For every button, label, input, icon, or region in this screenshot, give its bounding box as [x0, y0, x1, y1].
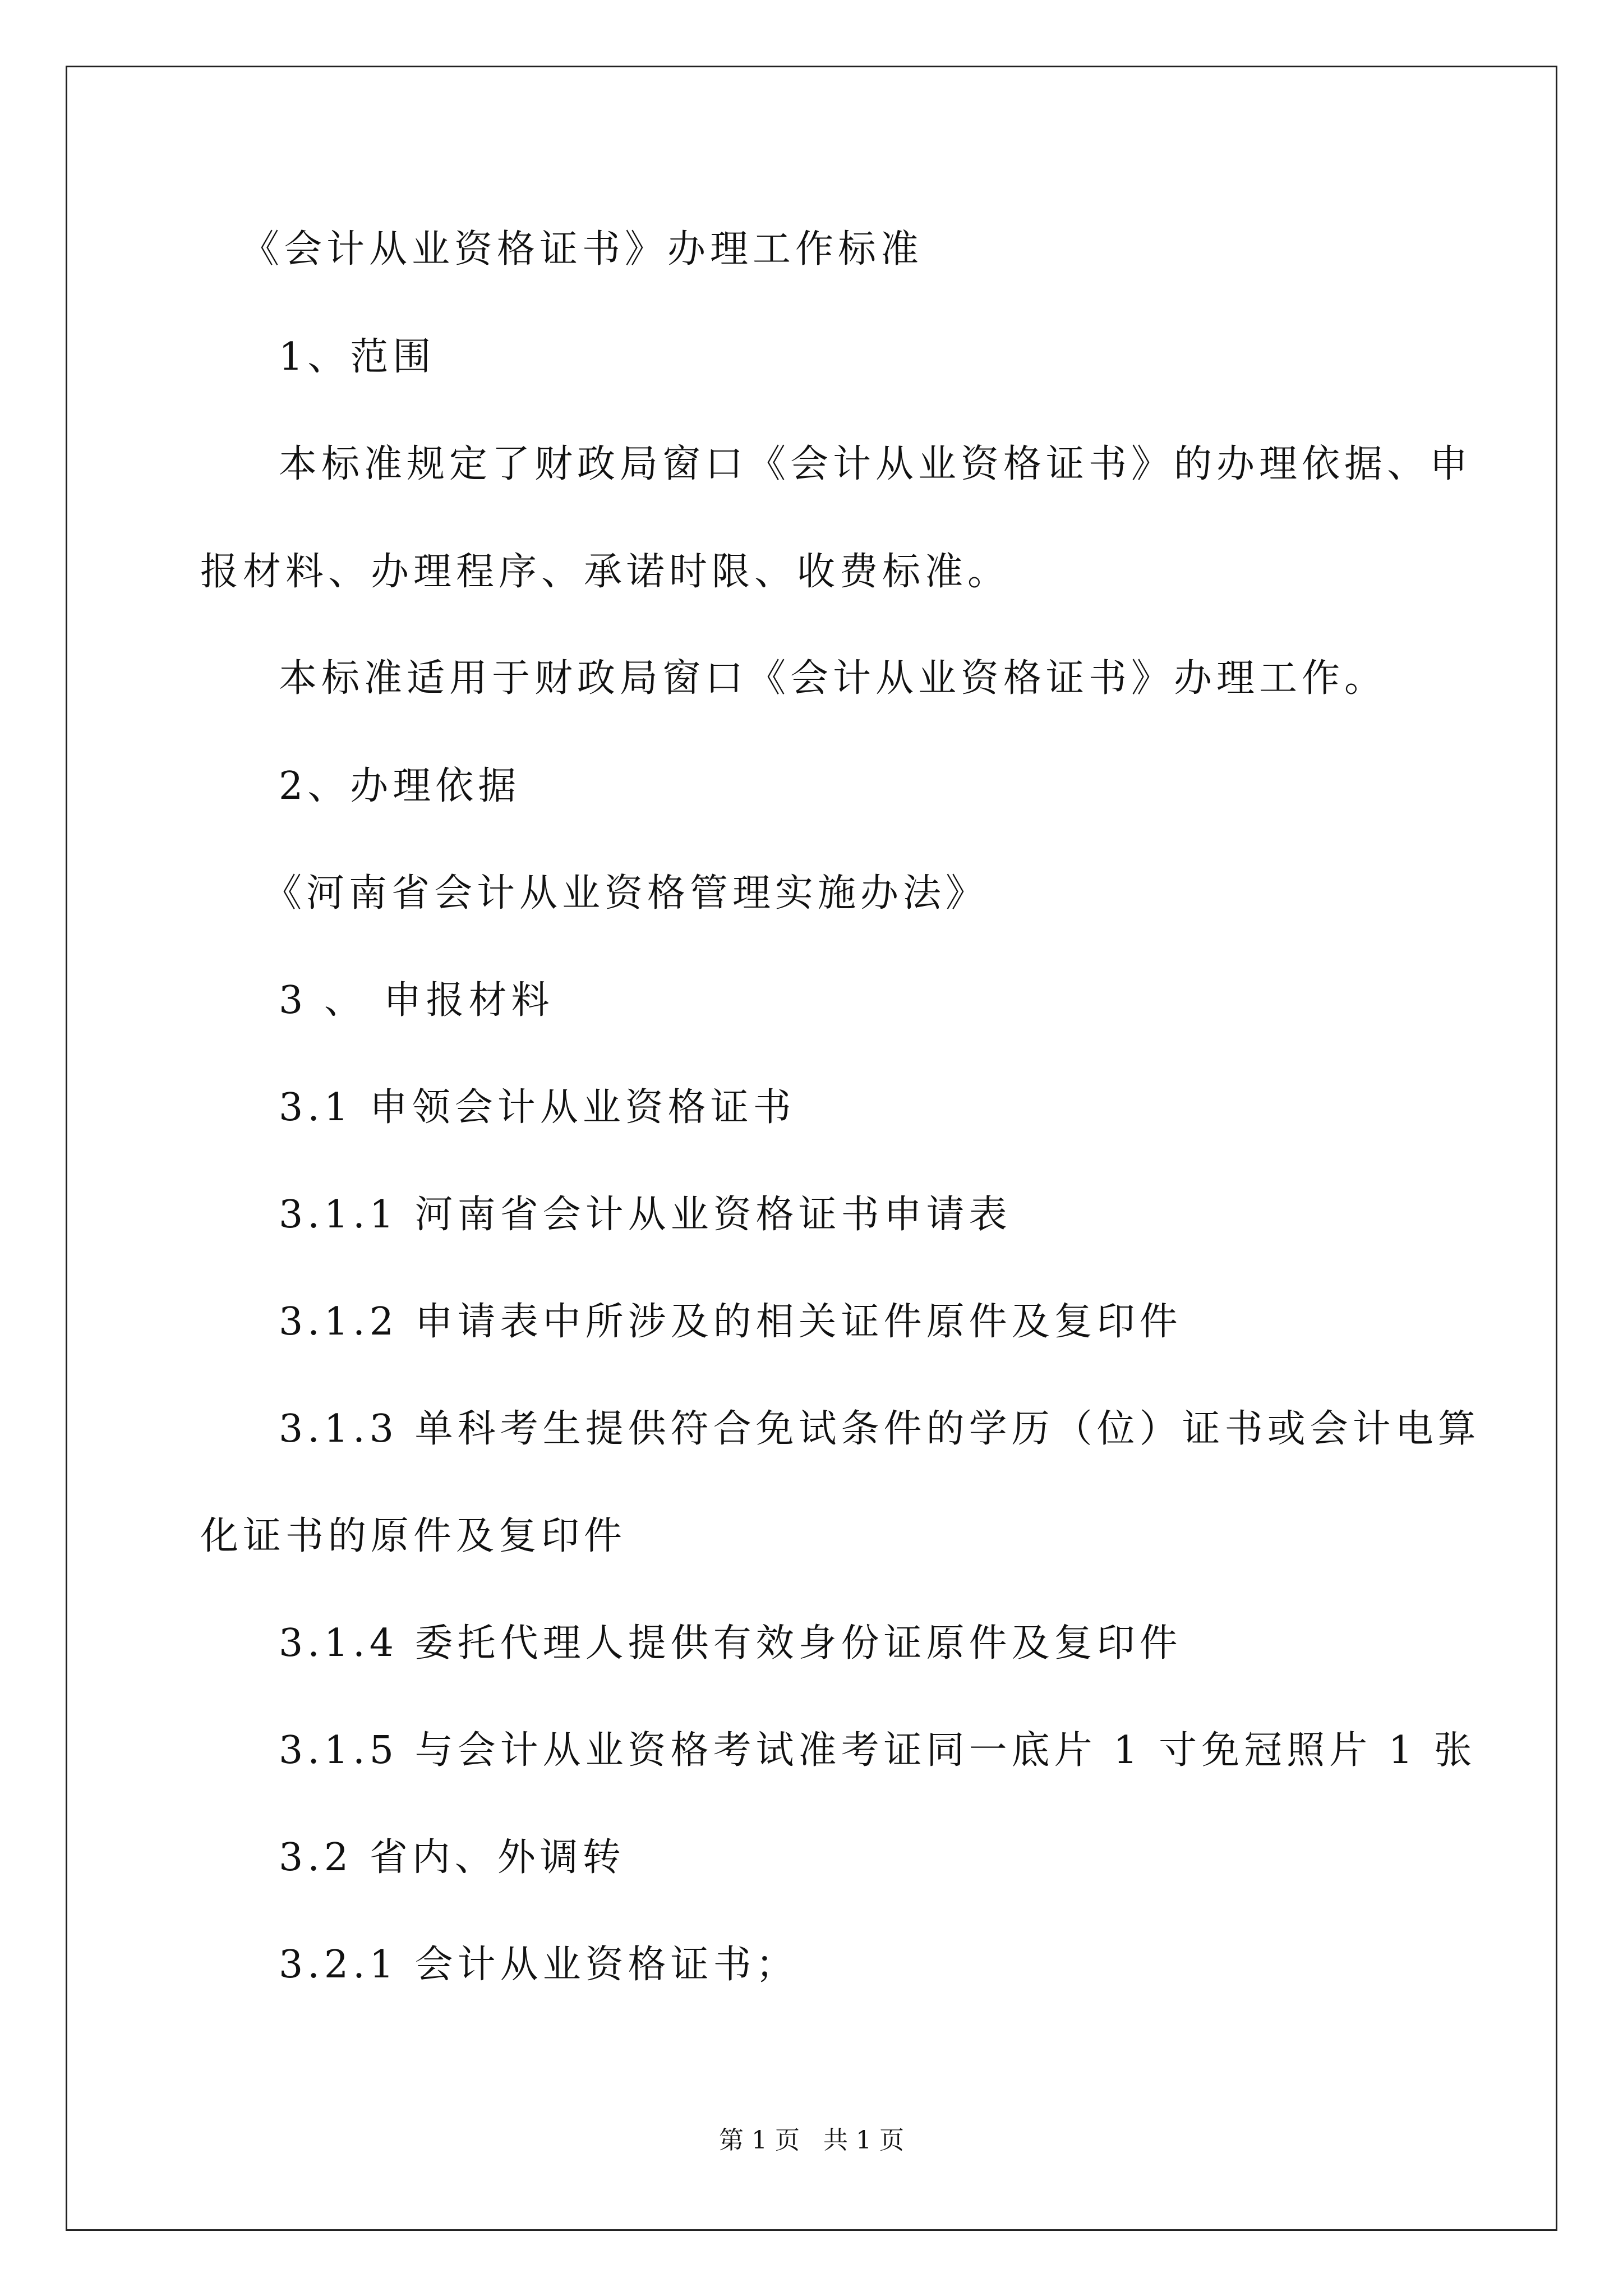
paragraph-line: 本标准规定了财政局窗口《会计从业资格证书》的办理依据、申: [279, 442, 1473, 486]
paragraph-line: 3 、 申报材料: [279, 978, 554, 1023]
paragraph-line: 3.1.1 河南省会计从业资格证书申请表: [279, 1193, 1012, 1237]
paragraph-line: 2、办理依据: [279, 764, 521, 808]
paragraph-line: 3.1 申领会计从业资格证书: [279, 1085, 796, 1130]
paragraph-line: 3.1.4 委托代理人提供有效身份证原件及复印件: [279, 1621, 1182, 1665]
paragraph-line: 报材料、办理程序、承诺时限、收费标准。: [200, 550, 1011, 594]
paragraph-line: 本标准适用于财政局窗口《会计从业资格证书》办理工作。: [279, 656, 1387, 701]
paragraph-line: 3.2 省内、外调转: [279, 1835, 625, 1880]
page-border: [66, 66, 1557, 2231]
paragraph-line: 3.2.1 会计从业资格证书；: [279, 1943, 799, 1987]
document-title: 《会计从业资格证书》办理工作标准: [241, 227, 924, 272]
paragraph-line: 1、范围: [279, 335, 436, 379]
page-footer: 第 1 页 共 1 页: [719, 2126, 904, 2155]
paragraph-line: 3.1.5 与会计从业资格考试准考证同一底片 1 寸免冠照片 1 张: [279, 1728, 1477, 1773]
paragraph-line: 3.1.2 申请表中所涉及的相关证件原件及复印件: [279, 1300, 1182, 1344]
paragraph-line: 3.1.3 单科考生提供符合免试条件的学历（位）证书或会计电算: [279, 1407, 1481, 1451]
paragraph-line: 化证书的原件及复印件: [200, 1514, 627, 1558]
paragraph-line: 《河南省会计从业资格管理实施办法》: [264, 871, 989, 915]
